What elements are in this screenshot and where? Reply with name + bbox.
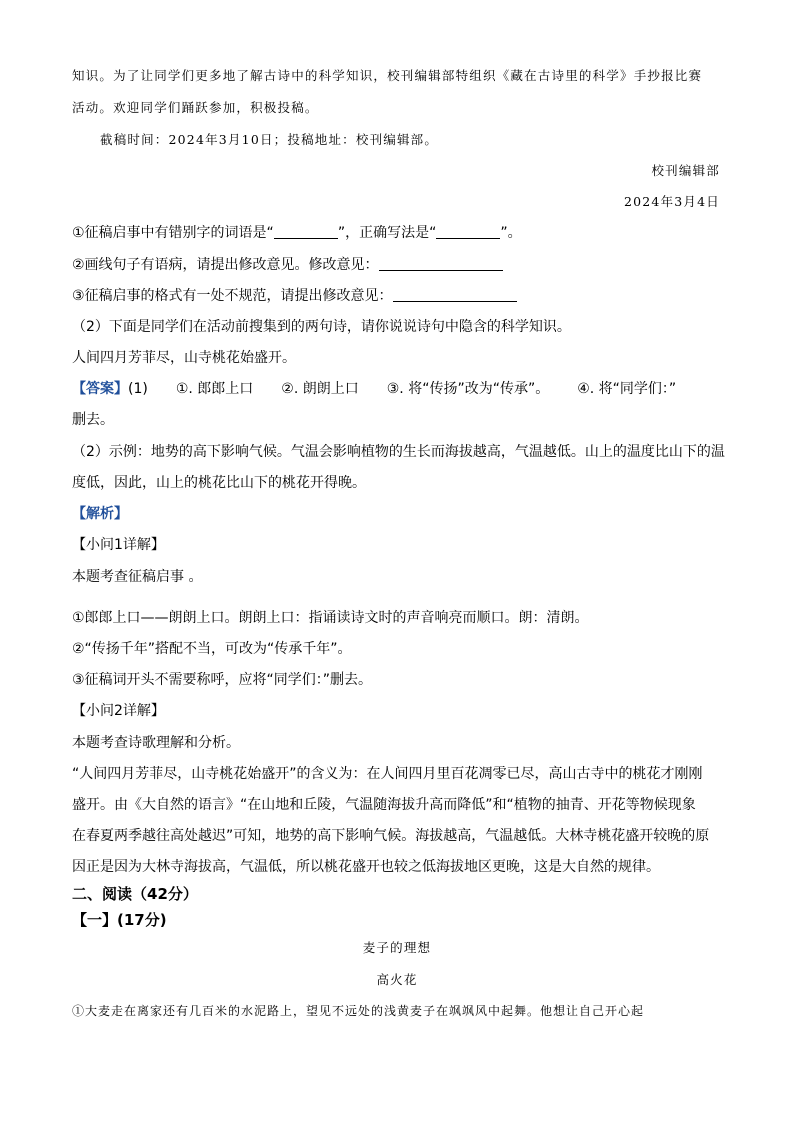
answer-item-4: ④. 将“同学们：” <box>577 381 677 397</box>
analysis-sub-2: 【小问2详解】 <box>72 703 165 719</box>
analysis-s2-intro: 本题考查诗歌理解和分析。 <box>72 735 240 751</box>
question-1c <box>72 286 517 306</box>
question-1a-mid: ”，正确写法是“ <box>337 225 437 241</box>
answer-part1-num: (1) <box>128 381 148 397</box>
notice-line-2: 活动。欢迎同学们踊跃参加，积极投稿。 <box>72 100 319 115</box>
article-paragraph-1: ①大麦走在离家还有几百米的水泥路上，望见不远处的浅黄麦子在飒飒风中起舞。他想让自己开心起 <box>72 1004 645 1018</box>
analysis-s2-line-3: 在春夏两季越往高处越迟”可知，地势的高下影响气候。海拔越高，气温越低。大林寺桃花盛开较晚的原 <box>72 828 710 844</box>
section-heading: 二、阅读（42分） <box>72 885 198 903</box>
answer-label: 【答案】 <box>72 381 128 397</box>
analysis-s1-intro: 本题考查征稿启事 。 <box>72 569 203 585</box>
notice-signature: 校刊编辑部 <box>651 163 720 178</box>
analysis-s2-line-4: 因正是因为大林寺海拔高，气温低，所以桃花盛开也较之低海拔地区更晚，这是大自然的规律。 <box>72 859 660 875</box>
question-1b-text: ②画线句子有语病，请提出修改意见。修改意见： <box>72 257 379 273</box>
question-1a-end: ”。 <box>500 225 522 241</box>
article-author: 高火花 <box>376 972 418 987</box>
question-1a <box>72 223 522 243</box>
answer-part2-line-1: （2）示例：地势的高下影响气候。气温会影响植物的生长而海拔越高，气温越低。山上的温度比山下的温 <box>72 444 725 460</box>
analysis-s1-a: ①郎郎上口——朗朗上口。朗朗上口：指诵读诗文时的声音响亮而顺口。朗：清朗。 <box>72 610 589 626</box>
answer-item-1: ①. 郎郎上口 <box>175 381 254 397</box>
blank-revision-2 <box>393 287 517 302</box>
question-1b <box>72 255 503 275</box>
answer-item-4-cont: 删去。 <box>72 412 114 428</box>
notice-deadline: 截稿时间：2024年3月10日；投稿地址：校刊编辑部。 <box>100 132 439 147</box>
answer-line-1 <box>72 379 676 399</box>
poem-line: 人间四月芳菲尽，山寺桃花始盛开。 <box>72 350 296 366</box>
blank-revision-1 <box>379 256 503 271</box>
notice-date: 2024年3月4日 <box>623 194 720 209</box>
analysis-s1-b: ②“传扬千年”搭配不当，可改为“传承千年”。 <box>72 641 352 657</box>
answer-item-3: ③. 将“传扬”改为“传承”。 <box>386 381 550 397</box>
article-title: 麦子的理想 <box>362 940 432 955</box>
analysis-s1-c: ③征稿词开头不需要称呼，应将“同学们：”删去。 <box>72 672 373 688</box>
question-1a-text: ①征稿启事中有错别字的词语是“ <box>72 225 274 241</box>
answer-item-2: ②. 朗朗上口 <box>281 381 359 397</box>
section-part-1: 【一】(17分) <box>72 911 167 929</box>
analysis-s2-line-1: “人间四月芳菲尽，山寺桃花始盛开”的含义为：在人间四月里百花凋零已尽，高山古寺中的桃花才刚刚 <box>72 766 703 782</box>
question-2: （2）下面是同学们在活动前搜集到的两句诗，请你说说诗句中隐含的科学知识。 <box>72 319 571 335</box>
analysis-s2-line-2: 盛开。由《大自然的语言》“在山地和丘陵，气温随海拔升高而降低”和“植物的抽青、开花等物候现象 <box>72 797 696 813</box>
answer-part2-line-2: 度低，因此，山上的桃花比山下的桃花开得晚。 <box>72 475 366 491</box>
blank-wrong-word <box>274 224 338 239</box>
blank-correct-word <box>436 224 500 239</box>
question-1c-text: ③征稿启事的格式有一处不规范，请提出修改意见： <box>72 288 393 304</box>
analysis-label: 【解析】 <box>72 506 128 522</box>
analysis-sub-1: 【小问1详解】 <box>72 537 165 553</box>
notice-line-1: 知识。为了让同学们更多地了解古诗中的科学知识，校刊编辑部特组织《藏在古诗里的科学》手抄报比赛 <box>72 68 703 83</box>
